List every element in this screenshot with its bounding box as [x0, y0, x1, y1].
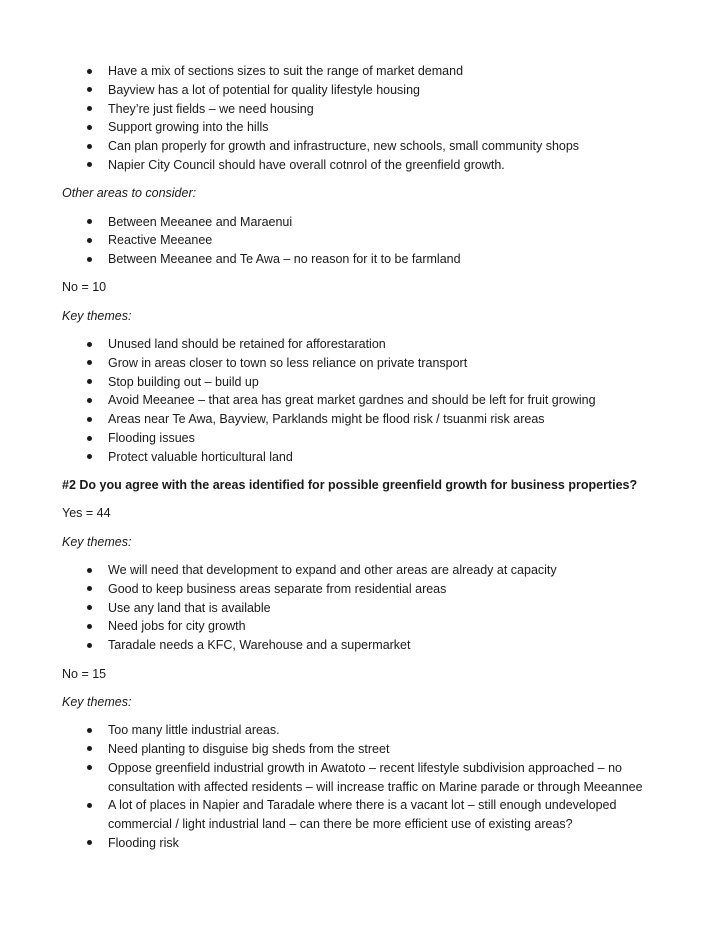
business-yes-count: Yes = 44	[62, 506, 111, 521]
list-item: Flooding issues	[62, 429, 662, 448]
list-item: They’re just fields – we need housing	[62, 100, 662, 119]
residential-no-themes-list	[62, 335, 662, 467]
list-item: Bayview has a lot of potential for quality lifestyle housing	[62, 81, 662, 100]
list-item: Stop building out – build up	[62, 373, 662, 392]
document-page	[62, 62, 662, 853]
list-item: Areas near Te Awa, Bayview, Parklands might be flood risk / tsuanmi risk areas	[62, 410, 662, 429]
list-item: We will need that development to expand and other areas are already at capacity	[62, 561, 662, 580]
business-yes-themes-list	[62, 561, 662, 655]
business-no-heading: Key themes:	[62, 694, 132, 709]
list-item: Between Meeanee and Maraenui	[62, 213, 662, 232]
list-item: Can plan properly for growth and infrastructure, new schools, small community shops	[62, 137, 662, 156]
business-no-themes-list	[62, 721, 662, 853]
residential-yes-themes-list	[62, 62, 662, 175]
business-yes-heading: Key themes:	[62, 534, 132, 549]
list-item: Flooding risk	[62, 834, 662, 853]
residential-no-count: No = 10	[62, 280, 107, 295]
list-item: Unused land should be retained for afforestaration	[62, 335, 662, 354]
list-item: Too many little industrial areas.	[62, 721, 662, 740]
list-item: Oppose greenfield industrial growth in Awatoto – recent lifestyle subdivision approached – no consultation with affected residents – will increase traffic on Marine parade or through Meeannee	[62, 759, 662, 797]
residential-no-heading: Key themes:	[62, 308, 132, 323]
business-no-count: No = 15	[62, 666, 107, 681]
list-item: Need jobs for city growth	[62, 617, 662, 636]
other-areas-list	[62, 213, 662, 269]
list-item: A lot of places in Napier and Taradale where there is a vacant lot – still enough undeveloped commercial / light industrial land – can there be more efficient use of existing areas?	[62, 796, 662, 834]
list-item: Good to keep business areas separate from residential areas	[62, 580, 662, 599]
list-item: Use any land that is available	[62, 599, 662, 618]
list-item: Grow in areas closer to town so less reliance on private transport	[62, 354, 662, 373]
list-item: Have a mix of sections sizes to suit the range of market demand	[62, 62, 662, 81]
list-item: Taradale needs a KFC, Warehouse and a supermarket	[62, 636, 662, 655]
list-item: Reactive Meeanee	[62, 231, 662, 250]
list-item: Need planting to disguise big sheds from the street	[62, 740, 662, 759]
list-item: Napier City Council should have overall cotnrol of the greenfield growth.	[62, 156, 662, 175]
question-2-heading: #2 Do you agree with the areas identified for possible greenfield growth for business properties?	[62, 478, 638, 493]
list-item: Avoid Meeanee – that area has great market gardnes and should be left for fruit growing	[62, 391, 662, 410]
list-item: Protect valuable horticultural land	[62, 448, 662, 467]
list-item: Support growing into the hills	[62, 118, 662, 137]
other-areas-heading: Other areas to consider:	[62, 186, 197, 201]
list-item: Between Meeanee and Te Awa – no reason for it to be farmland	[62, 250, 662, 269]
